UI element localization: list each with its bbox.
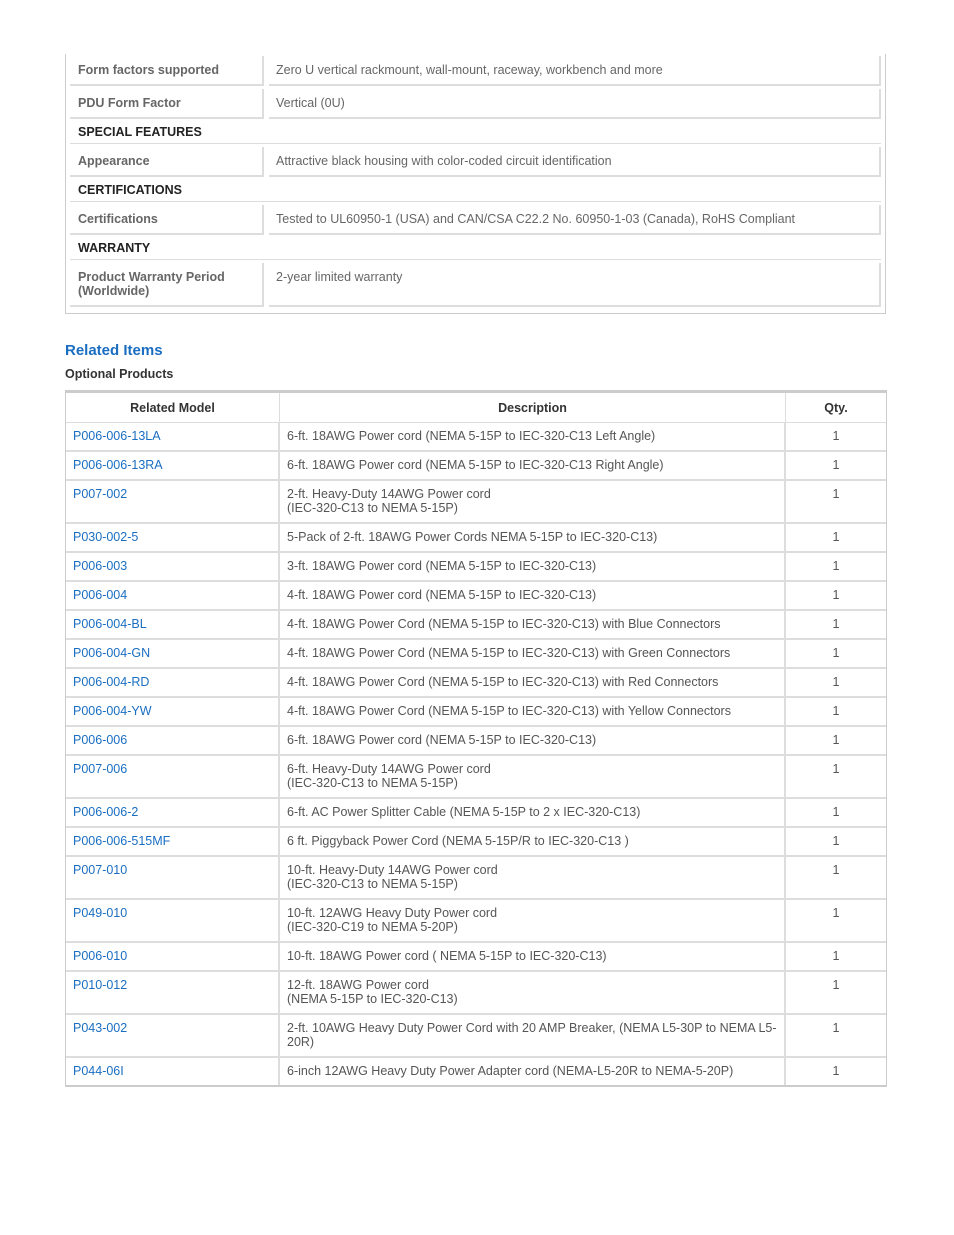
qty-cell: 1 xyxy=(786,828,886,857)
related-model-link[interactable]: P043-002 xyxy=(73,1021,128,1035)
table-row xyxy=(66,727,886,756)
spec-section-header: CERTIFICATIONS xyxy=(70,180,881,202)
column-header-qty: Qty. xyxy=(786,393,886,423)
description-text: 6-ft. Heavy-Duty 14AWG Power cord xyxy=(287,762,491,776)
table-row xyxy=(66,553,886,582)
table-row xyxy=(66,1058,886,1085)
description-text: 3-ft. 18AWG Power cord (NEMA 5-15P to IEC-320-C13) xyxy=(287,559,597,573)
related-model-cell xyxy=(66,582,280,611)
related-model-cell xyxy=(66,727,280,756)
related-items-table xyxy=(65,390,887,1087)
description-cell xyxy=(280,640,786,669)
table-row xyxy=(66,756,886,799)
table-row xyxy=(66,972,886,1015)
description-text: 10-ft. 18AWG Power cord ( NEMA 5-15P to IEC-320-C13) xyxy=(287,949,607,963)
related-model-link[interactable]: P030-002-5 xyxy=(73,530,139,544)
description-text: 4-ft. 18AWG Power Cord (NEMA 5-15P to IEC-320-C13) with Blue Connectors xyxy=(287,617,721,631)
related-model-link[interactable]: P006-006-13LA xyxy=(73,429,161,443)
related-model-cell xyxy=(66,698,280,727)
related-model-link[interactable]: P006-006 xyxy=(73,733,128,747)
related-model-link[interactable]: P006-003 xyxy=(73,559,128,573)
qty-cell: 1 xyxy=(786,524,886,553)
description-text: 6-inch 12AWG Heavy Duty Power Adapter cord (NEMA-L5-20R to NEMA-5-20P) xyxy=(287,1064,734,1078)
table-row xyxy=(66,582,886,611)
related-model-cell xyxy=(66,640,280,669)
qty-cell: 1 xyxy=(786,640,886,669)
description-text: (IEC-320-C13 to NEMA 5-15P) xyxy=(287,501,458,515)
description-text: 4-ft. 18AWG Power cord (NEMA 5-15P to IEC-320-C13) xyxy=(287,588,597,602)
related-model-cell xyxy=(66,1015,280,1058)
spec-label: Certifications xyxy=(70,205,264,235)
description-cell xyxy=(280,857,786,900)
qty-cell: 1 xyxy=(786,481,886,524)
qty-cell: 1 xyxy=(786,611,886,640)
related-model-cell xyxy=(66,553,280,582)
description-cell xyxy=(280,1015,786,1058)
qty-cell: 1 xyxy=(786,452,886,481)
description-cell xyxy=(280,972,786,1015)
description-cell xyxy=(280,582,786,611)
description-text: 6-ft. 18AWG Power cord (NEMA 5-15P to IEC-320-C13) xyxy=(287,733,597,747)
related-model-link[interactable]: P044-06I xyxy=(73,1064,124,1078)
table-row xyxy=(66,452,886,481)
description-text: 6-ft. AC Power Splitter Cable (NEMA 5-15P to 2 x IEC-320-C13) xyxy=(287,805,641,819)
related-model-cell xyxy=(66,1058,280,1085)
related-model-link[interactable]: P006-004-YW xyxy=(73,704,152,718)
description-text: (IEC-320-C19 to NEMA 5-20P) xyxy=(287,920,458,934)
spec-value: 2-year limited warranty xyxy=(269,263,881,307)
table-row xyxy=(66,669,886,698)
description-text: (NEMA 5-15P to IEC-320-C13) xyxy=(287,992,458,1006)
description-text: 2-ft. Heavy-Duty 14AWG Power cord xyxy=(287,487,491,501)
description-cell xyxy=(280,799,786,828)
related-model-link[interactable]: P006-004-GN xyxy=(73,646,151,660)
table-row xyxy=(66,481,886,524)
description-cell xyxy=(280,756,786,799)
spec-row xyxy=(70,89,881,119)
description-text: 4-ft. 18AWG Power Cord (NEMA 5-15P to IEC-320-C13) with Red Connectors xyxy=(287,675,719,689)
spec-row xyxy=(70,147,881,177)
related-model-cell xyxy=(66,972,280,1015)
description-text: 6 ft. Piggyback Power Cord (NEMA 5-15P/R to IEC-320-C13 ) xyxy=(287,834,629,848)
spec-label: PDU Form Factor xyxy=(70,89,264,119)
related-model-link[interactable]: P006-010 xyxy=(73,949,128,963)
qty-cell: 1 xyxy=(786,727,886,756)
description-cell xyxy=(280,727,786,756)
spec-value: Attractive black housing with color-coded circuit identification xyxy=(269,147,881,177)
column-header-description: Description xyxy=(280,393,786,423)
table-row xyxy=(66,611,886,640)
description-cell xyxy=(280,481,786,524)
description-text: 12-ft. 18AWG Power cord xyxy=(287,978,429,992)
related-model-cell xyxy=(66,423,280,452)
table-row xyxy=(66,640,886,669)
qty-cell: 1 xyxy=(786,553,886,582)
table-row xyxy=(66,799,886,828)
description-cell xyxy=(280,828,786,857)
related-model-link[interactable]: P049-010 xyxy=(73,906,128,920)
description-cell xyxy=(280,669,786,698)
qty-cell: 1 xyxy=(832,1064,840,1078)
related-model-cell xyxy=(66,943,280,972)
description-text: 6-ft. 18AWG Power cord (NEMA 5-15P to IEC-320-C13 Left Angle) xyxy=(287,429,656,443)
description-text: 2-ft. 10AWG Heavy Duty Power Cord with 20 AMP Breaker, (NEMA L5-30P to NEMA L5-20R) xyxy=(287,1021,777,1049)
description-text: 10-ft. 12AWG Heavy Duty Power cord xyxy=(287,906,498,920)
spec-value: Vertical (0U) xyxy=(269,89,881,119)
qty-cell: 1 xyxy=(786,972,886,1015)
qty-cell: 1 xyxy=(786,582,886,611)
qty-cell: 1 xyxy=(786,698,886,727)
related-model-link[interactable]: P007-010 xyxy=(73,863,128,877)
spec-label: Product Warranty Period (Worldwide) xyxy=(70,263,264,307)
related-model-cell xyxy=(66,756,280,799)
description-cell xyxy=(280,1058,786,1085)
spec-row xyxy=(70,205,881,235)
table-row xyxy=(66,1015,886,1058)
related-model-cell xyxy=(66,828,280,857)
table-header-row xyxy=(66,393,886,423)
table-row xyxy=(66,524,886,553)
related-model-cell xyxy=(66,481,280,524)
related-model-cell xyxy=(66,524,280,553)
related-model-cell xyxy=(66,611,280,640)
description-cell xyxy=(280,553,786,582)
spec-label: Appearance xyxy=(70,147,264,177)
related-model-link[interactable]: P006-004-RD xyxy=(73,675,150,689)
spec-section-header: WARRANTY xyxy=(70,238,881,260)
description-text: 4-ft. 18AWG Power Cord (NEMA 5-15P to IEC-320-C13) with Yellow Connectors xyxy=(287,704,731,718)
table-row xyxy=(66,943,886,972)
description-cell xyxy=(280,900,786,943)
table-row xyxy=(66,857,886,900)
related-model-cell xyxy=(66,452,280,481)
table-row xyxy=(66,698,886,727)
related-model-link[interactable]: P006-006-2 xyxy=(73,805,139,819)
related-model-link[interactable]: P006-006-13RA xyxy=(73,458,163,472)
optional-products-subheading: Optional Products xyxy=(65,367,174,381)
spec-label: Form factors supported xyxy=(70,56,264,86)
qty-cell: 1 xyxy=(786,756,886,799)
description-cell xyxy=(280,611,786,640)
table-row xyxy=(66,900,886,943)
description-cell xyxy=(280,943,786,972)
related-model-link[interactable]: P006-004-BL xyxy=(73,617,147,631)
description-text: 10-ft. Heavy-Duty 14AWG Power cord xyxy=(287,863,498,877)
table-row xyxy=(66,423,886,452)
description-text: (IEC-320-C13 to NEMA 5-15P) xyxy=(287,877,458,891)
qty-cell: 1 xyxy=(786,1015,886,1058)
specifications-table xyxy=(65,54,886,314)
related-model-cell xyxy=(66,900,280,943)
qty-cell: 1 xyxy=(786,669,886,698)
table-row xyxy=(66,828,886,857)
spec-section-header: SPECIAL FEATURES xyxy=(70,122,881,144)
related-model-link[interactable]: P007-006 xyxy=(73,762,128,776)
qty-cell: 1 xyxy=(786,799,886,828)
spec-value: Tested to UL60950-1 (USA) and CAN/CSA C22.2 No. 60950-1-03 (Canada), RoHS Compliant xyxy=(269,205,881,235)
qty-cell: 1 xyxy=(786,900,886,943)
related-model-link[interactable]: P006-004 xyxy=(73,588,128,602)
qty-cell: 1 xyxy=(786,857,886,900)
related-model-cell xyxy=(66,799,280,828)
description-cell xyxy=(280,698,786,727)
related-model-cell xyxy=(66,857,280,900)
description-text: 6-ft. 18AWG Power cord (NEMA 5-15P to IEC-320-C13 Right Angle) xyxy=(287,458,664,472)
spec-row xyxy=(70,263,881,307)
qty-cell: 1 xyxy=(786,423,886,452)
related-model-cell xyxy=(66,669,280,698)
spec-row xyxy=(70,56,881,86)
related-model-link[interactable]: P007-002 xyxy=(73,487,128,501)
description-cell xyxy=(280,423,786,452)
description-text: 4-ft. 18AWG Power Cord (NEMA 5-15P to IEC-320-C13) with Green Connectors xyxy=(287,646,731,660)
column-header-related-model: Related Model xyxy=(66,393,280,423)
description-text: 5-Pack of 2-ft. 18AWG Power Cords NEMA 5-15P to IEC-320-C13) xyxy=(287,530,658,544)
related-model-link[interactable]: P010-012 xyxy=(73,978,128,992)
description-cell xyxy=(280,452,786,481)
related-model-link[interactable]: P006-006-515MF xyxy=(73,834,171,848)
related-items-heading: Related Items xyxy=(65,342,163,359)
description-text: (IEC-320-C13 to NEMA 5-15P) xyxy=(287,776,458,790)
description-cell xyxy=(280,524,786,553)
spec-value: Zero U vertical rackmount, wall-mount, raceway, workbench and more xyxy=(269,56,881,86)
qty-cell: 1 xyxy=(786,943,886,972)
